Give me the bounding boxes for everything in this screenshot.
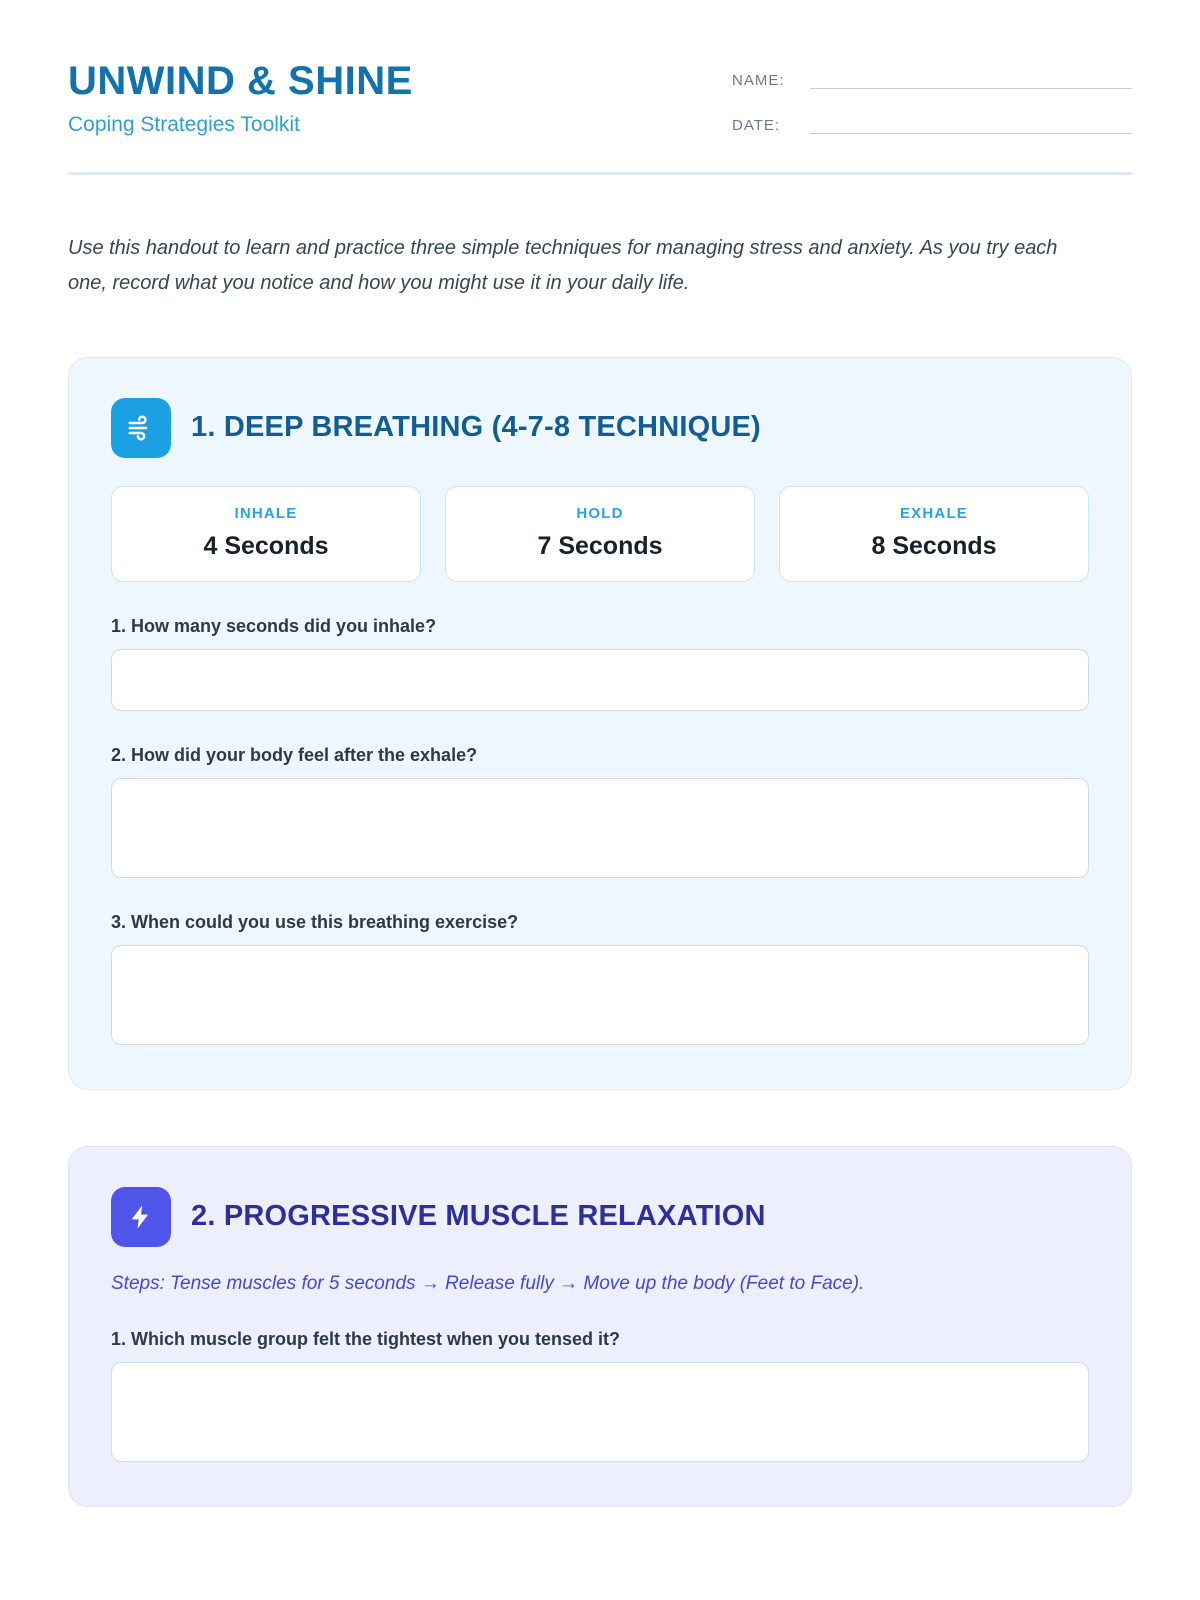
document-header bbox=[68, 56, 1132, 162]
date-input[interactable] bbox=[810, 118, 1132, 134]
timing-value-inhale: 4 Seconds bbox=[203, 532, 329, 560]
intro-text: Use this handout to learn and practice three simple techniques for managing stress and anxiety. As you try each one, record what you notice and how you might use it in your daily life. bbox=[68, 237, 1058, 294]
answer-input-1-2[interactable] bbox=[111, 778, 1089, 878]
date-field-row bbox=[732, 117, 1132, 134]
timing-label-inhale: INHALE bbox=[234, 505, 298, 522]
section-1-title: 1. DEEP BREATHING (4-7-8 TECHNIQUE) bbox=[191, 411, 761, 444]
section-2-header bbox=[111, 1187, 1089, 1247]
page-subtitle: Coping Strategies Toolkit bbox=[68, 113, 300, 136]
timing-box-exhale bbox=[779, 486, 1089, 582]
question-label-1-3: 3. When could you use this breathing exercise? bbox=[111, 912, 519, 932]
answer-input-1-3[interactable] bbox=[111, 945, 1089, 1045]
question-label-2-1: 1. Which muscle group felt the tightest when you tensed it? bbox=[111, 1329, 621, 1349]
section-2-steps-note: Steps: Tense muscles for 5 seconds → Release fully → Move up the body (Feet to Face). bbox=[111, 1273, 865, 1294]
timing-box-inhale bbox=[111, 486, 421, 582]
answer-input-1-1[interactable] bbox=[111, 649, 1089, 711]
question-label-1-2: 2. How did your body feel after the exhale? bbox=[111, 745, 478, 765]
timing-value-exhale: 8 Seconds bbox=[871, 532, 997, 560]
brand-block bbox=[68, 56, 413, 137]
section-deep-breathing bbox=[68, 357, 1132, 1090]
timing-value-hold: 7 Seconds bbox=[537, 532, 663, 560]
page-title: UNWIND & SHINE bbox=[68, 59, 413, 103]
date-label: DATE: bbox=[732, 117, 781, 134]
header-divider bbox=[68, 172, 1132, 175]
timing-label-exhale: EXHALE bbox=[899, 505, 969, 522]
answer-input-2-1[interactable] bbox=[111, 1362, 1089, 1462]
lightning-bolt-icon bbox=[111, 1187, 171, 1247]
section-progressive-muscle-relaxation bbox=[68, 1146, 1132, 1507]
timing-label-hold: HOLD bbox=[576, 505, 624, 522]
section-2-title: 2. PROGRESSIVE MUSCLE RELAXATION bbox=[191, 1200, 766, 1233]
name-input[interactable] bbox=[810, 73, 1132, 89]
breathing-timing-row bbox=[111, 486, 1089, 582]
name-field-row bbox=[732, 72, 1132, 89]
timing-box-hold bbox=[445, 486, 755, 582]
section-1-header bbox=[111, 398, 1089, 458]
name-label: NAME: bbox=[732, 72, 785, 89]
wind-icon bbox=[111, 398, 171, 458]
question-label-1-1: 1. How many seconds did you inhale? bbox=[111, 616, 437, 636]
meta-fields bbox=[732, 56, 1132, 162]
